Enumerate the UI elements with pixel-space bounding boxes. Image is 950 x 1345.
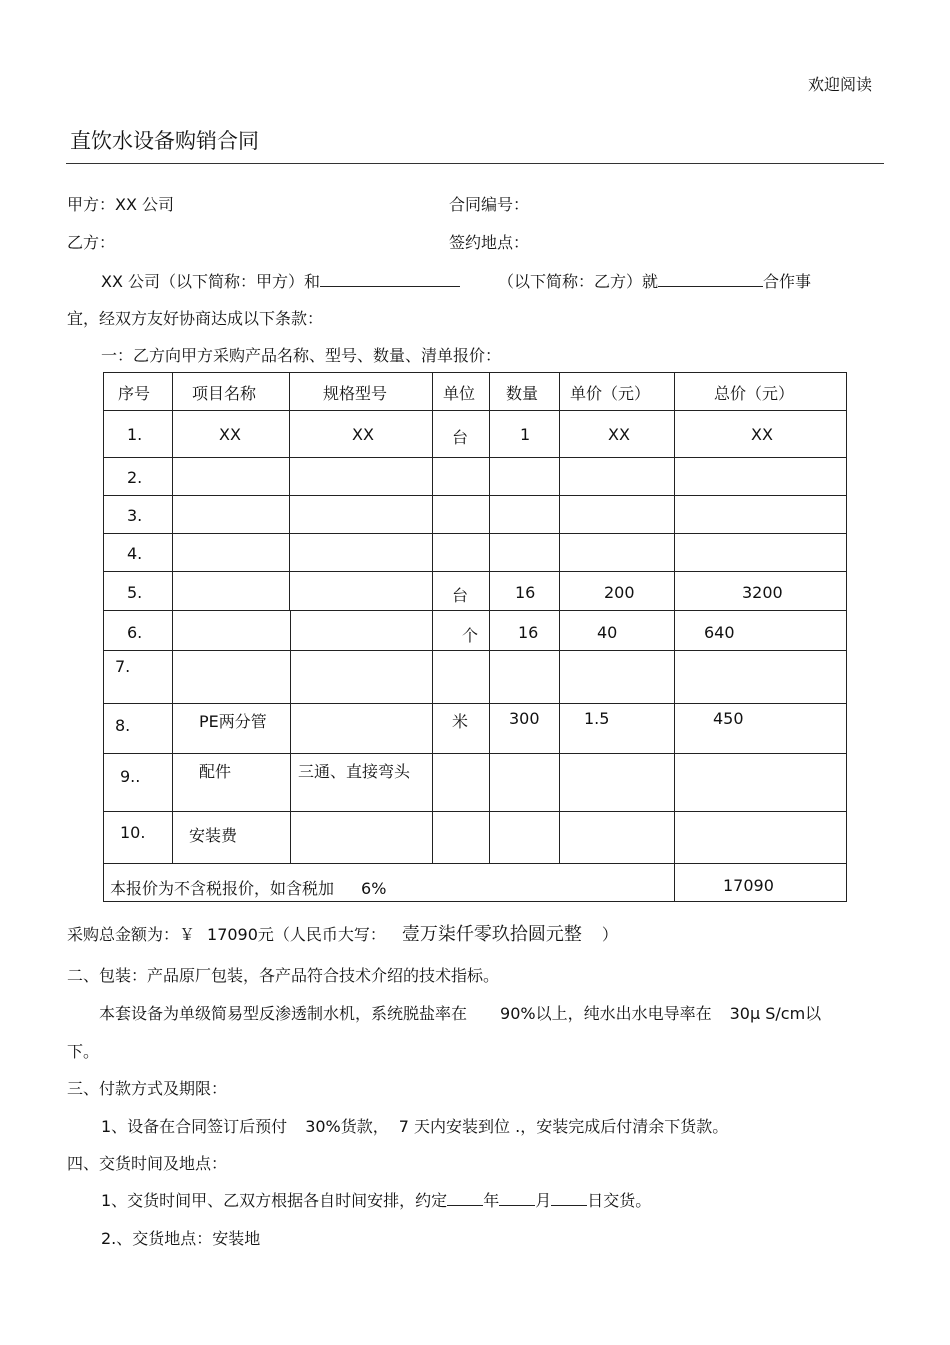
table-cell: 2. xyxy=(127,468,143,487)
day-label: 日交货。 xyxy=(587,1191,652,1210)
table-cell: 16 xyxy=(515,583,536,602)
table-cell: XX xyxy=(751,425,773,444)
table-cell: 个 xyxy=(462,626,479,645)
total-figure: 17090元（人民币大写： xyxy=(207,925,386,944)
table-cell: 1 xyxy=(520,425,531,444)
table-cell: 米 xyxy=(452,712,469,731)
spec-part-1: 本套设备为单级简易型反渗透制水机，系统脱盐率在 xyxy=(99,1004,468,1023)
year-label: 年 xyxy=(483,1191,500,1210)
col-header-item: 项目名称 xyxy=(192,384,257,403)
table-cell: 640 xyxy=(704,623,735,642)
sign-place-label: 签约地点： xyxy=(449,233,530,252)
delivery-place-line: 2.、交货地点：安装地 xyxy=(101,1229,261,1248)
table-cell: 9.. xyxy=(120,767,141,786)
total-amount-line xyxy=(67,920,618,946)
table-cell: XX xyxy=(608,425,630,444)
intro-part-1: XX 公司（以下简称：甲方）和 xyxy=(101,272,321,291)
tax-note xyxy=(110,876,386,899)
table-cell: 6. xyxy=(127,623,143,642)
table-cell: 8. xyxy=(115,716,131,735)
table-cell: 安装费 xyxy=(189,826,238,845)
total-close: ） xyxy=(601,925,618,944)
month-label: 月 xyxy=(535,1191,552,1210)
table-cell: 3. xyxy=(127,506,143,525)
year-blank xyxy=(447,1191,483,1206)
col-header-unit-price: 单价（元） xyxy=(570,384,651,403)
table-cell: 台 xyxy=(452,428,469,447)
spec-line-1 xyxy=(99,1001,821,1024)
table-cell: 三通、直接弯头 xyxy=(298,762,411,781)
project-blank xyxy=(658,272,763,287)
table-cell: 16 xyxy=(518,623,539,642)
total-label: 采购总金额为：￥ xyxy=(67,925,196,944)
party-b-label: 乙方： xyxy=(67,233,116,252)
table-cell: 台 xyxy=(452,586,469,605)
intro-line-1 xyxy=(101,269,811,292)
table-cell: 5. xyxy=(127,583,143,602)
tax-note-pct: 6% xyxy=(361,879,387,898)
month-blank xyxy=(499,1191,535,1206)
spec-part-3: 30μ S/cm以 xyxy=(729,1004,822,1023)
tax-note-text: 本报价为不含税报价，如含税加 xyxy=(110,879,335,898)
party-b-blank xyxy=(320,272,460,287)
col-header-qty: 数量 xyxy=(506,384,539,403)
spec-line-2: 下。 xyxy=(67,1042,100,1061)
table-cell: 40 xyxy=(597,623,618,642)
table-cell: 10. xyxy=(120,823,146,842)
table-cell: 3200 xyxy=(742,583,783,602)
table-cell: 450 xyxy=(713,709,744,728)
table-cell: PE两分管 xyxy=(199,712,267,731)
header-note: 欢迎阅读 xyxy=(808,75,873,94)
table-cell: 200 xyxy=(604,583,635,602)
payment-part-3: 7 天内安装到位 .，安装完成后付清余下货款。 xyxy=(398,1117,729,1136)
payment-heading: 三、付款方式及期限： xyxy=(67,1079,228,1098)
party-a-value: XX 公司 xyxy=(115,195,175,214)
contract-no-label: 合同编号： xyxy=(449,195,530,214)
intro-line-2: 宜，经双方友好协商达成以下条款： xyxy=(67,309,324,328)
grand-total-cell: 17090 xyxy=(723,876,774,895)
total-in-words: 壹万柒仟零玖拾圆元整 xyxy=(401,924,582,945)
table-cell: 1.5 xyxy=(584,709,610,728)
table-cell: 4. xyxy=(127,544,143,563)
table-cell: 配件 xyxy=(199,762,232,781)
packing-clause: 二、包装：产品原厂包装，各产品符合技术介绍的技术指标。 xyxy=(67,966,500,985)
table-cell: 300 xyxy=(509,709,540,728)
section-1-heading: 一：乙方向甲方采购产品名称、型号、数量、清单报价： xyxy=(101,346,502,365)
spec-part-2: 90%以上，纯水出水电导率在 xyxy=(500,1004,712,1023)
table-cell: XX xyxy=(219,425,241,444)
title-divider xyxy=(66,163,884,164)
table-cell: 1. xyxy=(127,425,143,444)
day-blank xyxy=(551,1191,587,1206)
party-a-line xyxy=(67,192,174,215)
payment-terms xyxy=(101,1114,728,1137)
delivery-time-text: 1、交货时间甲、乙双方根据各自时间安排，约定 xyxy=(101,1191,448,1210)
col-header-index: 序号 xyxy=(118,384,151,403)
intro-part-3: 合作事 xyxy=(763,272,812,291)
col-header-unit: 单位 xyxy=(443,384,476,403)
delivery-heading: 四、交货时间及地点： xyxy=(67,1154,228,1173)
intro-part-2: （以下简称：乙方）就 xyxy=(498,272,659,291)
col-header-model: 规格型号 xyxy=(323,384,388,403)
party-a-label: 甲方： xyxy=(67,195,116,214)
delivery-time-line xyxy=(101,1188,651,1211)
contract-title: 直饮水设备购销合同 xyxy=(70,129,259,153)
col-header-total-price: 总价（元） xyxy=(714,384,795,403)
payment-part-1: 1、设备在合同签订后预付 xyxy=(101,1117,288,1136)
table-cell: 7. xyxy=(115,657,131,676)
table-cell: XX xyxy=(352,425,374,444)
payment-part-2: 30%货款， xyxy=(305,1117,389,1136)
